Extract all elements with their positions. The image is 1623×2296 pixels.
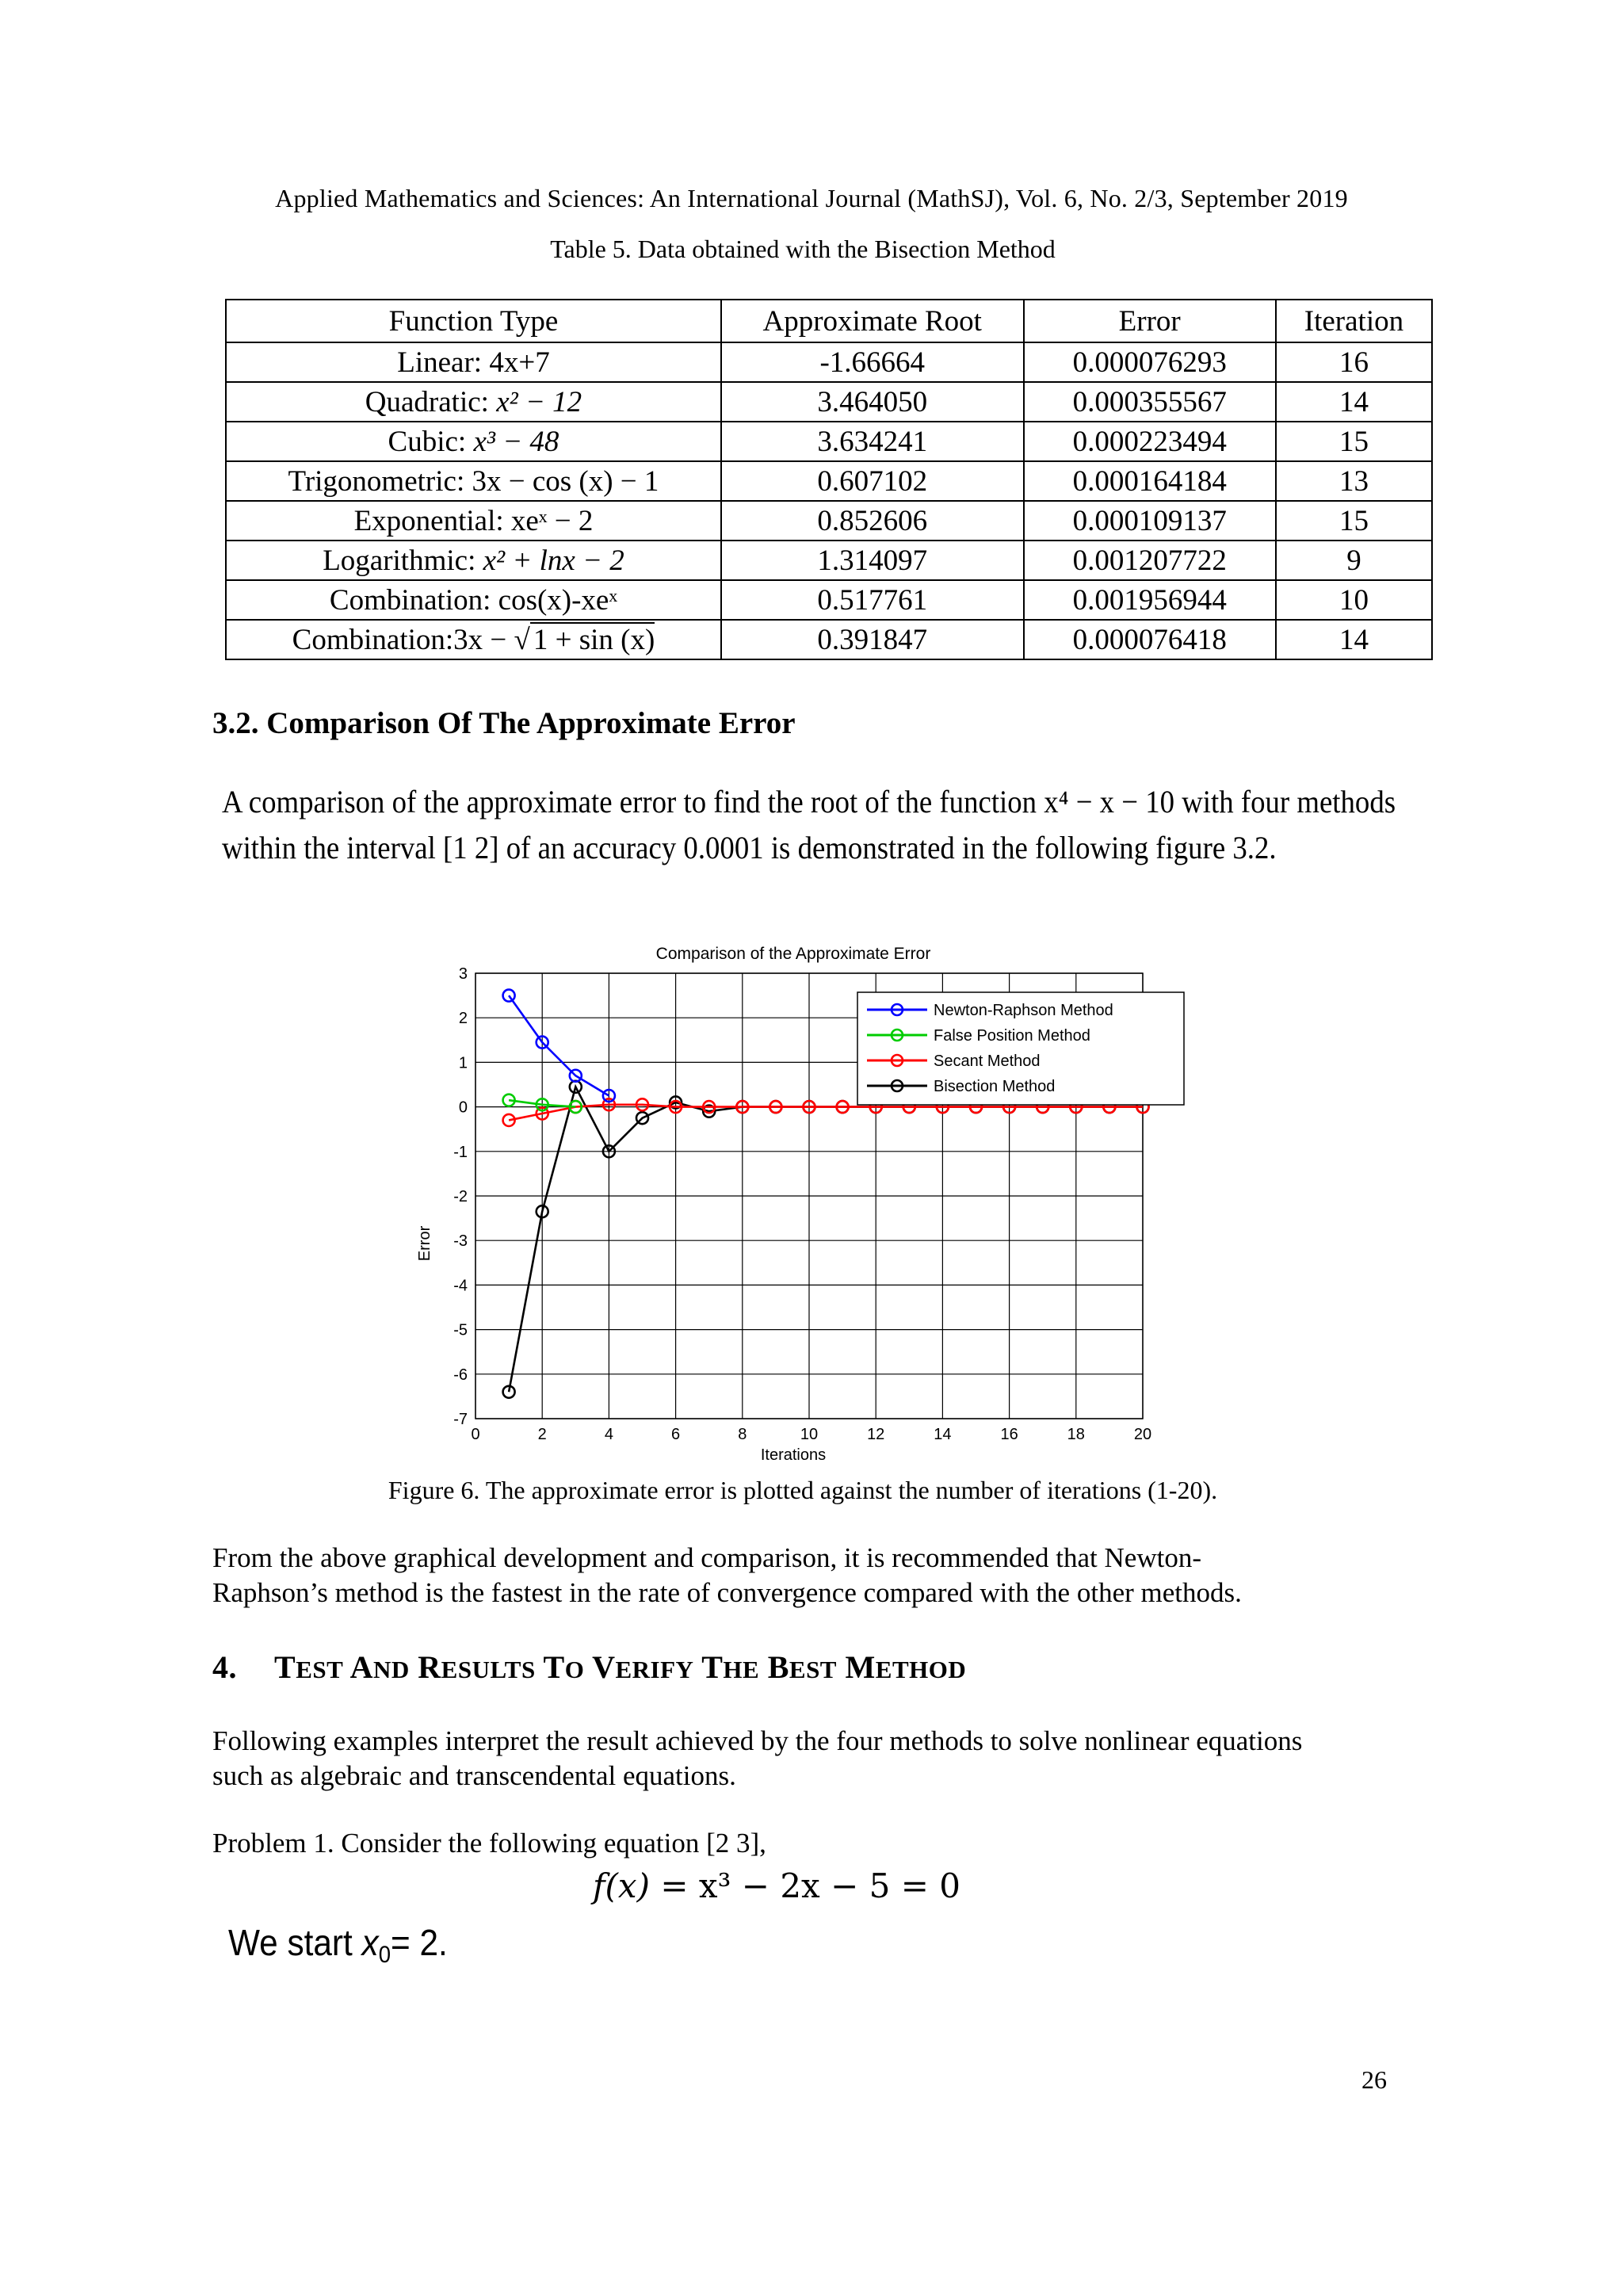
iteration-cell: 9 [1276, 541, 1432, 580]
function-cell [226, 422, 721, 461]
x-tick-label: 10 [800, 1426, 819, 1443]
root-cell: 0.517761 [721, 580, 1024, 620]
function-cell: Linear: 4x+7 [226, 342, 721, 382]
heading-initial: M [845, 1649, 876, 1685]
function-math: x² + lnx − 2 [483, 544, 624, 577]
function-math: 1 + sin (x) [530, 622, 655, 656]
y-tick-label: -2 [453, 1188, 468, 1205]
function-prefix: Quadratic: [365, 385, 497, 418]
y-tick-label: -6 [453, 1366, 468, 1384]
chart-title: Comparison of the Approximate Error [655, 945, 931, 963]
sqrt-symbol: √ [514, 623, 530, 656]
root-cell: 3.464050 [721, 382, 1024, 422]
iteration-cell: 15 [1276, 501, 1432, 541]
root-cell: 1.314097 [721, 541, 1024, 580]
iteration-cell: 13 [1276, 461, 1432, 501]
iteration-cell: 10 [1276, 580, 1432, 620]
root-cell: 3.634241 [721, 422, 1024, 461]
x-axis-label: Iterations [760, 1446, 827, 1464]
figure-caption: Figure 6. The approximate error is plotted against the number of iterations (1-20). [388, 1476, 1218, 1504]
section-number: 4. [212, 1649, 237, 1685]
x-tick-label: 2 [537, 1426, 547, 1443]
heading-initial: T [701, 1649, 724, 1685]
function-prefix: Combination:3x − [292, 623, 514, 656]
y-tick-label: -4 [453, 1277, 468, 1295]
section-4-heading [212, 1648, 966, 1686]
y-tick-label: 0 [458, 1098, 468, 1117]
equation [593, 1866, 960, 1905]
heading-smallcaps: EST [296, 1656, 344, 1683]
error-cell: 0.000076418 [1024, 620, 1276, 659]
y-tick-label: 3 [458, 965, 468, 983]
heading-smallcaps: EST [789, 1656, 837, 1683]
root-cell: -1.66664 [721, 342, 1024, 382]
column-header: Function Type [226, 300, 721, 342]
function-prefix: Cubic: [388, 425, 474, 458]
paragraph-line: Following examples interpret the result achieved by the four methods to solve nonlinear equations [212, 1725, 1303, 1756]
error-cell: 0.000355567 [1024, 382, 1276, 422]
error-cell: 0.001207722 [1024, 541, 1276, 580]
start-suffix: = 2. [391, 1922, 448, 1963]
recommendation-paragraph [212, 1541, 1449, 1610]
heading-smallcaps: O [564, 1656, 585, 1683]
x-tick-label: 16 [1000, 1426, 1018, 1443]
table-row [226, 541, 1432, 580]
function-math: x³ − 48 [473, 425, 559, 458]
function-prefix: Logarithmic: [323, 544, 483, 577]
error-cell: 0.000076293 [1024, 342, 1276, 382]
heading-initial: B [767, 1649, 789, 1685]
legend-label: Secant Method [934, 1052, 1041, 1070]
x-tick-label: 4 [604, 1426, 613, 1443]
section-heading: 3.2. Comparison Of The Approximate Error [212, 706, 796, 740]
chart-svg [412, 935, 1152, 1474]
y-tick-label: 1 [458, 1054, 468, 1072]
legend-label: Newton-Raphson Method [934, 1002, 1113, 1019]
x-tick-label: 20 [1133, 1426, 1152, 1443]
equation-lhs: f(x) [593, 1866, 651, 1905]
error-cell: 0.000223494 [1024, 422, 1276, 461]
function-cell: Trigonometric: 3x − cos (x) − 1 [226, 461, 721, 501]
problem-statement: Problem 1. Consider the following equation [2 3], [212, 1828, 766, 1859]
heading-smallcaps: ESULTS [441, 1656, 536, 1683]
function-cell [226, 541, 721, 580]
table-row [226, 620, 1432, 659]
table-row [226, 580, 1432, 620]
y-tick-label: -5 [453, 1321, 468, 1339]
table-row [226, 422, 1432, 461]
function-cell: Combination: cos(x)-xeˣ [226, 580, 721, 620]
heading-initial: T [274, 1649, 296, 1685]
equation-rhs: = x³ − 2x − 5 = 0 [650, 1866, 960, 1905]
function-math: x² − 12 [496, 385, 582, 418]
root-cell: 0.391847 [721, 620, 1024, 659]
heading-initial: V [592, 1649, 616, 1685]
x-tick-label: 12 [867, 1426, 885, 1443]
x-tick-label: 14 [934, 1426, 952, 1443]
function-cell: Exponential: xeˣ − 2 [226, 501, 721, 541]
root-cell: 0.852606 [721, 501, 1024, 541]
table-row [226, 461, 1432, 501]
function-cell [226, 620, 721, 659]
y-tick-label: -1 [453, 1143, 468, 1161]
function-cell [226, 382, 721, 422]
initial-value [228, 1921, 448, 1968]
x-tick-label: 6 [671, 1426, 681, 1443]
intro-paragraph [212, 1724, 1449, 1794]
journal-header: Applied Mathematics and Sciences: An International Journal (MathSJ), Vol. 6, No. 2/3, September 2019 [275, 184, 1348, 212]
error-cell: 0.000109137 [1024, 501, 1276, 541]
column-header: Approximate Root [721, 300, 1024, 342]
heading-initial: R [418, 1649, 441, 1685]
paragraph-line: A comparison of the approximate error to find the root of the function x⁴ − x − 10 with four methods [222, 784, 1396, 819]
x-tick-label: 18 [1067, 1426, 1085, 1443]
x-tick-label: 8 [738, 1426, 747, 1443]
start-subscript: 0 [378, 1941, 391, 1968]
results-table [225, 299, 1433, 660]
legend-label: False Position Method [934, 1027, 1090, 1045]
column-header: Iteration [1276, 300, 1432, 342]
y-tick-label: 2 [458, 1010, 468, 1028]
iteration-cell: 14 [1276, 620, 1432, 659]
start-variable: x [361, 1922, 379, 1963]
heading-smallcaps: ND [372, 1656, 410, 1683]
paragraph-line: Raphson’s method is the fastest in the rate of convergence compared with the other methods. [212, 1577, 1242, 1608]
iteration-cell: 14 [1276, 382, 1432, 422]
paragraph-line: within the interval [1 2] of an accuracy 0.0001 is demonstrated in the following figure 3.2. [222, 830, 1277, 865]
start-prefix: We start [228, 1922, 362, 1963]
table-row [226, 501, 1432, 541]
error-cell: 0.001956944 [1024, 580, 1276, 620]
column-header: Error [1024, 300, 1276, 342]
y-axis-label: Error [416, 1225, 433, 1262]
error-cell: 0.000164184 [1024, 461, 1276, 501]
iteration-cell: 15 [1276, 422, 1432, 461]
iteration-cell: 16 [1276, 342, 1432, 382]
paragraph-line: From the above graphical development and comparison, it is recommended that Newton- [212, 1542, 1201, 1573]
table-header-row [226, 300, 1432, 342]
y-tick-label: -7 [453, 1411, 468, 1428]
table-row [226, 382, 1432, 422]
root-cell: 0.607102 [721, 461, 1024, 501]
paragraph-line: such as algebraic and transcendental equations. [212, 1760, 736, 1791]
heading-smallcaps: ETHOD [875, 1656, 967, 1683]
heading-initial: T [543, 1649, 565, 1685]
table-row [226, 342, 1432, 382]
page-number: 26 [1361, 2065, 1387, 2094]
y-tick-label: -3 [453, 1232, 468, 1251]
heading-smallcaps: HE [723, 1656, 760, 1683]
comparison-paragraph [222, 779, 1396, 871]
heading-smallcaps: ERIFY [615, 1656, 694, 1683]
legend-label: Bisection Method [934, 1078, 1056, 1095]
x-tick-label: 0 [471, 1426, 480, 1443]
error-comparison-chart [412, 935, 1152, 1474]
table-caption: Table 5. Data obtained with the Bisection Method [550, 235, 1056, 263]
heading-initial: A [349, 1649, 373, 1685]
